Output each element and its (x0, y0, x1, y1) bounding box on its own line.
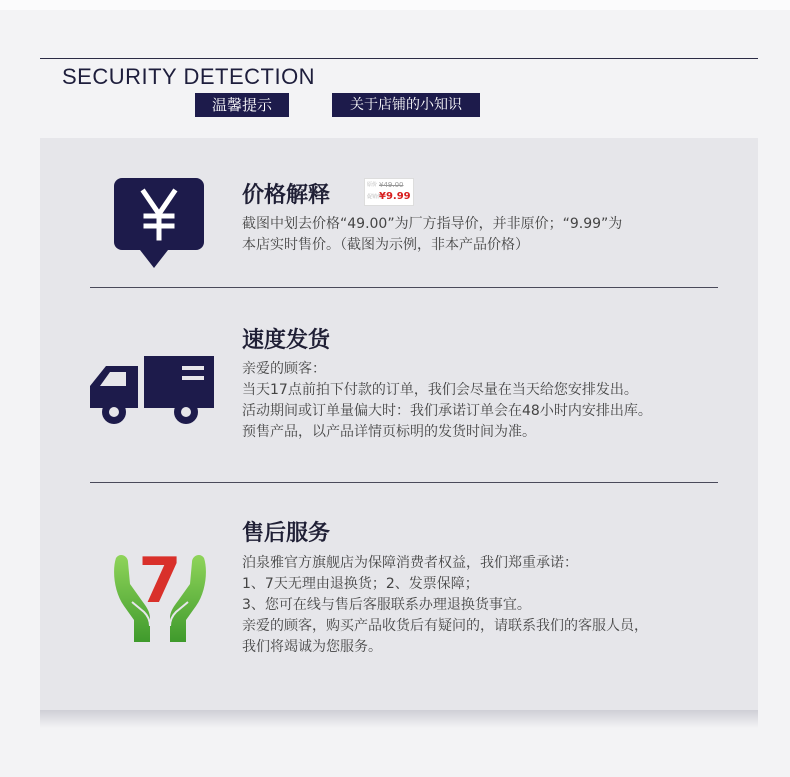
body-line: 预售产品，以产品详情页标明的发货时间为准。 (242, 424, 536, 440)
body-line: 我们将竭诚为您服务。 (242, 639, 382, 655)
body-line: 当天17点前拍下付款的订单，我们会尽量在当天给您安排发出。 (242, 382, 638, 398)
tag-store-knowledge: 关于店铺的小知识 (332, 93, 480, 117)
body-line: 亲爱的顾客，购买产品收货后有疑问的，请联系我们的客服人员， (242, 618, 648, 634)
section-title-aftersales: 售后服务 (242, 521, 331, 546)
truck-icon (86, 356, 216, 426)
body-line: 泊泉雅官方旗舰店为保障消费者权益，我们郑重承诺： (242, 555, 578, 571)
page-title: SECURITY DETECTION (62, 64, 316, 89)
body-line: 活动期间或订单量偏大时：我们承诺订单会在48小时内安排出库。 (242, 403, 652, 419)
price-tag-example (364, 178, 414, 206)
section-body-price (242, 214, 622, 256)
section-title-price: 价格解释 (242, 183, 331, 208)
price-tag-original-label: 原价 (367, 182, 378, 188)
price-tag-new: ¥9.99 (379, 191, 411, 202)
body-line: 1、7天无理由退换货；2、发票保障； (242, 576, 479, 592)
seven-day-hands-icon (110, 540, 210, 644)
body-line: 截图中划去价格“49.00”为厂方指导价，并非原价；“9.99”为 (242, 216, 623, 232)
header-rule (40, 58, 758, 59)
panel-shadow (40, 710, 758, 728)
section-divider (90, 287, 718, 288)
yen-icon (112, 178, 206, 270)
price-tag-promo-label: 促销价 (367, 194, 383, 200)
body-line: 3、您可在线与售后客服联系办理退换货事宜。 (242, 597, 531, 613)
body-line: 本店实时售价。（截图为示例，非本产品价格） (242, 237, 529, 253)
tag-warm-tips: 温馨提示 (195, 93, 289, 117)
section-body-shipping (242, 359, 652, 443)
badge-number: 7 (138, 544, 182, 617)
top-band (0, 0, 790, 10)
body-line: 亲爱的顾客： (242, 361, 326, 377)
price-tag-old: ¥49.00 (379, 181, 404, 189)
section-title-shipping: 速度发货 (242, 328, 331, 353)
section-divider (90, 482, 718, 483)
section-body-aftersales (242, 553, 648, 658)
